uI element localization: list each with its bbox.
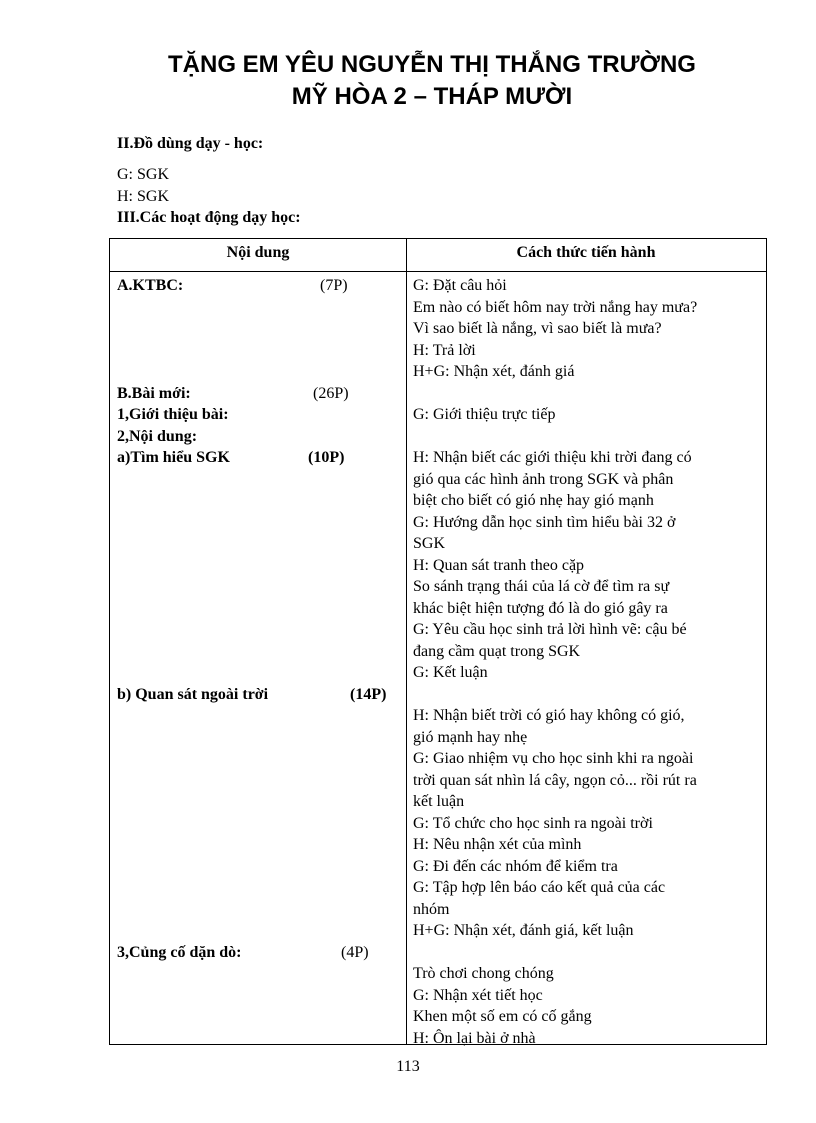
method-line: SGK: [413, 535, 446, 552]
table-header-content: Nội dung: [226, 244, 290, 261]
baimoi-time: (26P): [313, 384, 349, 402]
table-column-divider: [406, 239, 407, 1044]
section-c-time: (4P): [341, 943, 369, 961]
method-line: nhóm: [413, 900, 450, 918]
method-line: H+G: Nhận xét, đánh giá: [413, 363, 575, 380]
method-line: G: Giới thiệu trực tiếp: [413, 406, 556, 423]
section-c-label: 3,Củng cố dặn dò:: [117, 943, 242, 961]
section-2-heading: II.Đồ dùng dạy - học:: [117, 135, 264, 152]
method-line: gió qua các hình ảnh trong SGK và phân: [413, 470, 674, 488]
method-line: H: Trả lời: [413, 341, 476, 359]
method-line: [413, 684, 763, 706]
baimoi-label: B.Bài mới:: [117, 384, 191, 402]
method-line: gió mạnh hay nhẹ: [413, 728, 528, 746]
method-line: H: Nêu nhận xét của mình: [413, 836, 582, 853]
method-column: [413, 275, 763, 1049]
noidung-label: 2,Nội dung:: [117, 427, 198, 445]
document-title-line-2: MỸ HÒA 2 – THÁP MƯỜI: [291, 83, 573, 110]
method-line: G: Tổ chức cho học sinh ra ngoài trời: [413, 814, 653, 832]
list-item: [117, 447, 402, 469]
material-item-student: H: SGK: [117, 188, 170, 205]
document-title-line-1: TẶNG EM YÊU NGUYỄN THỊ THẮNG TRƯỜNG: [168, 51, 696, 78]
table-header-divider: [110, 271, 766, 272]
method-line: đang cầm quạt trong SGK: [413, 642, 581, 660]
method-line: khác biệt hiện tượng đó là do gió gây ra: [413, 599, 668, 617]
gioithieu-label: 1,Giới thiệu bài:: [117, 406, 229, 423]
method-line: G: Đi đến các nhóm để kiểm tra: [413, 857, 618, 875]
method-line: Trò chơi chong chóng: [413, 965, 554, 982]
method-line: H: Nhận biết các giới thiệu khi trời đang có: [413, 449, 692, 466]
list-item: [117, 684, 402, 706]
method-line: G: Yêu cầu học sinh trả lời hình vẽ: cậu bé: [413, 621, 687, 638]
method-line: [413, 383, 763, 405]
lesson-activities-table: [109, 238, 767, 1045]
method-line: H: Nhận biết trời có gió hay không có gió,: [413, 707, 685, 724]
method-line: H+G: Nhận xét, đánh giá, kết luận: [413, 922, 634, 939]
method-line: biệt cho biết có gió nhẹ hay gió mạnh: [413, 492, 654, 509]
method-line: G: Đặt câu hỏi: [413, 277, 507, 294]
method-line: [413, 942, 763, 964]
list-item: [117, 942, 402, 964]
content-column: [117, 275, 402, 963]
method-line: trời quan sát nhìn lá cây, ngọn cỏ... rồi rút ra: [413, 771, 697, 789]
section-3-heading: III.Các hoạt động dạy học:: [117, 209, 301, 226]
page-number: 113: [396, 1058, 420, 1075]
method-line: G: Kết luận: [413, 664, 488, 681]
method-line: Vì sao biết là nắng, vì sao biết là mưa?: [413, 320, 662, 337]
ktbc-time: (7P): [320, 277, 348, 294]
method-line: Em nào có biết hôm nay trời nắng hay mưa?: [413, 298, 698, 316]
ktbc-label: A.KTBC:: [117, 277, 184, 294]
table-header-method: Cách thức tiến hành: [516, 244, 656, 261]
method-line: H: Ôn lại bài ở nhà: [413, 1029, 536, 1047]
method-line: G: Nhận xét tiết học: [413, 986, 543, 1004]
method-line: G: Hướng dẫn học sinh tìm hiểu bài 32 ở: [413, 513, 676, 531]
material-item-teacher: G: SGK: [117, 166, 170, 183]
method-line: G: Tập hợp lên báo cáo kết quả của các: [413, 879, 666, 896]
method-line: Khen một số em có cố gắng: [413, 1008, 592, 1025]
method-line: G: Giao nhiệm vụ cho học sinh khi ra ngoài: [413, 750, 694, 767]
method-line: kết luận: [413, 793, 465, 810]
method-line: [413, 426, 763, 448]
section-b-label: b) Quan sát ngoài trời: [117, 685, 269, 703]
method-line: So sánh trạng thái của lá cờ để tìm ra sự: [413, 578, 670, 595]
list-item: [117, 275, 402, 297]
section-b-time: (14P): [350, 685, 387, 703]
section-a-time: (10P): [308, 449, 345, 466]
list-item: [117, 383, 402, 405]
method-line: H: Quan sát tranh theo cặp: [413, 556, 585, 574]
section-a-label: a)Tìm hiểu SGK: [117, 449, 230, 466]
